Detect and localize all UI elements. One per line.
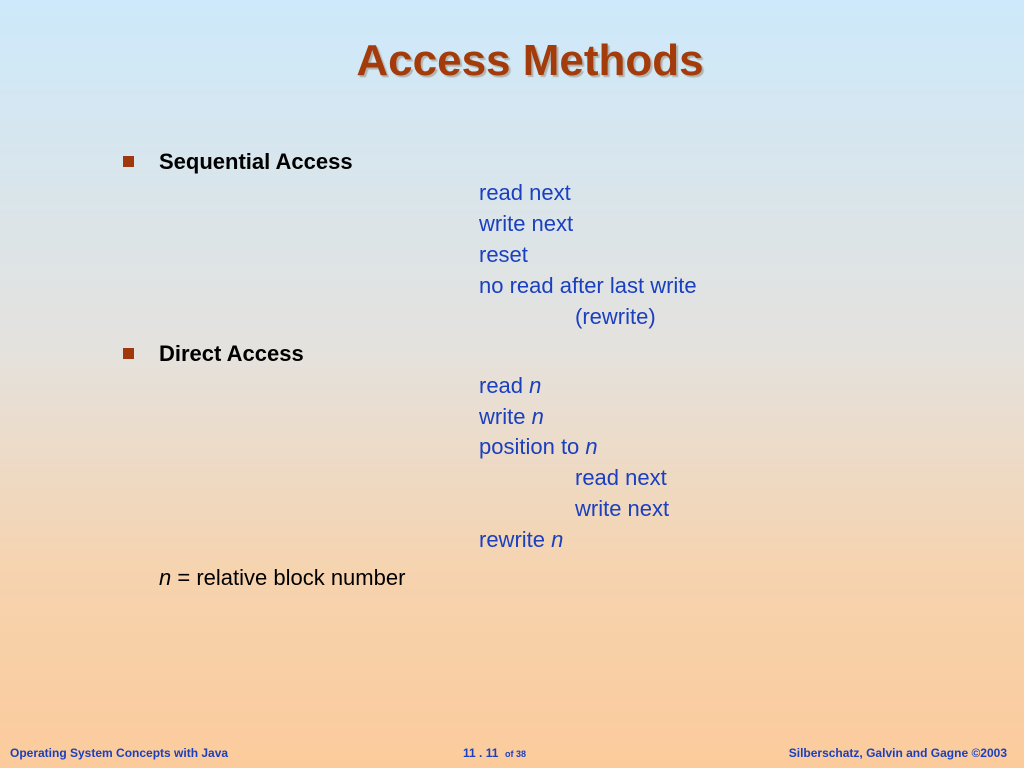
footer-page-number: 11 . 11 of 38 bbox=[463, 746, 527, 760]
list-item: no read after last write bbox=[479, 273, 697, 298]
section-heading-direct: Direct Access bbox=[159, 341, 304, 366]
definition-note: n = relative block number bbox=[159, 565, 406, 590]
list-item: reset bbox=[479, 242, 528, 267]
list-item: write n bbox=[479, 404, 544, 429]
list-item: rewrite n bbox=[479, 527, 564, 552]
list-item: position to n bbox=[479, 434, 598, 459]
list-item: read n bbox=[479, 373, 542, 398]
list-item: read next bbox=[575, 465, 667, 490]
list-item: write next bbox=[479, 211, 574, 236]
bullet-square-icon bbox=[123, 348, 134, 359]
section-heading-sequential: Sequential Access bbox=[159, 149, 353, 174]
list-item: read next bbox=[479, 180, 571, 205]
footer-authors: Silberschatz, Galvin and Gagne ©2003 bbox=[788, 746, 1007, 760]
footer-course-title: Operating System Concepts with Java bbox=[10, 746, 229, 760]
list-item: (rewrite) bbox=[575, 304, 656, 329]
slide-title: Access Methods bbox=[356, 36, 704, 85]
bullet-square-icon bbox=[123, 156, 134, 167]
list-item: write next bbox=[575, 496, 670, 521]
